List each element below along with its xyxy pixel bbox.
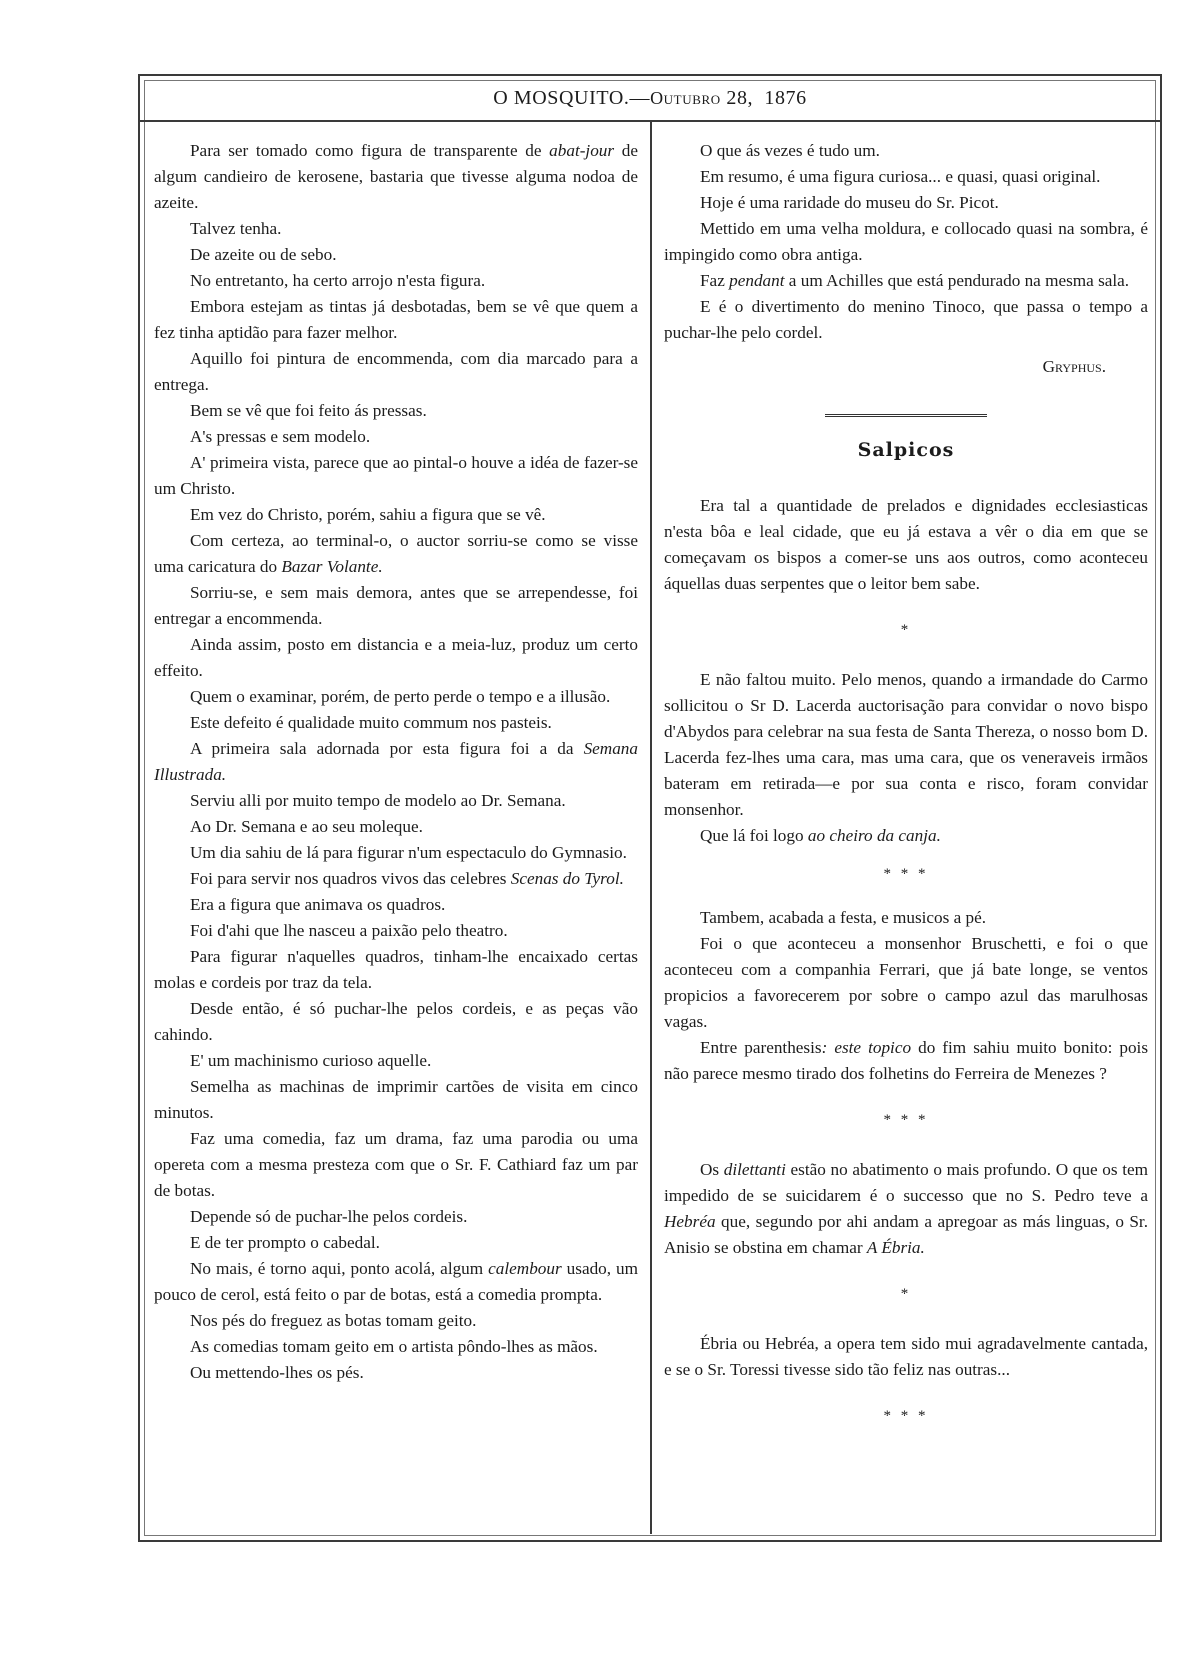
paragraph: Sorriu-se, e sem mais demora, antes que se arrependesse, foi entregar a encommenda. xyxy=(154,583,638,628)
paragraph: Mettido em uma velha moldura, e collocado quasi na sombra, é impingido como obra antiga. xyxy=(664,219,1148,264)
paragraph: E' um machinismo curioso aquelle. xyxy=(190,1051,432,1070)
paragraph: Quem o examinar, porém, de perto perde o tempo e a illusão. xyxy=(190,687,611,706)
paragraph: Faz pendant a um Achilles que está pendurado na mesma sala. xyxy=(700,271,1130,290)
paragraph: Embora estejam as tintas já desbotadas, bem se vê que quem a fez tinha aptidão para fazer melhor. xyxy=(154,297,638,342)
right-column xyxy=(664,138,1148,1453)
paragraph: Para figurar n'aquelles quadros, tinham-lhe encaixado certas molas e cordeis por traz da tela. xyxy=(154,947,638,992)
paragraph: Com certeza, ao terminal-o, o auctor sorriu-se como se visse uma caricatura do Bazar Volante. xyxy=(154,531,638,576)
paragraph: Nos pés do freguez as botas tomam geito. xyxy=(190,1311,477,1330)
author-signature: Gryphus. xyxy=(1042,357,1106,376)
paragraph: Este defeito é qualidade muito commum nos pasteis. xyxy=(190,713,552,732)
paragraph: Era tal a quantidade de prelados e dignidades ecclesiasticas n'esta bôa e leal cidade, que eu já estava a vêr o dia em que se começavam os bispos a comer-se uns aos outros, como aconteceu áquellas duas serpentes que o leitor bem sabe. xyxy=(664,496,1148,593)
paragraph: Ainda assim, posto em distancia e a meia-luz, produz um certo effeito. xyxy=(154,635,638,680)
column-divider xyxy=(650,122,652,1534)
paragraph: Ou mettendo-lhes os pés. xyxy=(190,1363,364,1382)
asterisk-separator: * xyxy=(900,622,912,638)
header-month: Outubro xyxy=(650,87,721,108)
masthead xyxy=(140,76,1160,122)
paragraph: Hoje é uma raridade do museu do Sr. Picot. xyxy=(700,193,999,212)
paragraph: Desde então, é só puchar-lhe pelos cordeis, e as peças vão cahindo. xyxy=(154,999,638,1044)
header-dash: — xyxy=(629,86,651,109)
paragraph: Ébria ou Hebréa, a opera tem sido mui agradavelmente cantada, e se o Sr. Toressi tivesse sido tão feliz nas outras... xyxy=(664,1334,1148,1379)
paragraph: A's pressas e sem modelo. xyxy=(190,427,371,446)
paragraph: E de ter prompto o cabedal. xyxy=(190,1233,380,1252)
paragraph: Para ser tomado como figura de transparente de abat-jour de algum candieiro de kerosene, bastaria que tivesse alguma nodoa de azeite. xyxy=(154,141,638,212)
paragraph: A primeira sala adornada por esta figura foi a da Semana Illustrada. xyxy=(154,739,638,784)
asterism-separator: * * * xyxy=(883,866,929,882)
left-column xyxy=(154,138,638,1386)
paragraph: Foi para servir nos quadros vivos das celebres Scenas do Tyrol. xyxy=(190,869,624,888)
page-frame xyxy=(138,74,1162,1542)
asterism-separator: * * * xyxy=(883,1112,929,1128)
paragraph: De azeite ou de sebo. xyxy=(190,245,337,264)
paragraph: Que lá foi logo ao cheiro da canja. xyxy=(700,826,941,845)
paragraph: Talvez tenha. xyxy=(190,219,282,238)
paragraph: No entretanto, ha certo arrojo n'esta figura. xyxy=(190,271,486,290)
asterism-separator: * * * xyxy=(883,1408,929,1424)
paragraph: Tambem, acabada a festa, e musicos a pé. xyxy=(700,908,987,927)
paragraph: Em resumo, é uma figura curiosa... e quasi, quasi original. xyxy=(700,167,1101,186)
paragraph: Foi d'ahi que lhe nasceu a paixão pelo theatro. xyxy=(190,921,508,940)
paragraph: O que ás vezes é tudo um. xyxy=(700,141,880,160)
paragraph: Os dilettanti estão no abatimento o mais profundo. O que os tem impedido de se suicidarem é o successo que no S. Pedro teve a Hebréa que, segundo por ahi andam a apregoar as más linguas, o Sr. Anisio se obstina em chamar A Ébria. xyxy=(664,1160,1149,1257)
paragraph: A' primeira vista, parece que ao pintal-o houve a idéa de fazer-se um Christo. xyxy=(154,453,638,498)
paragraph: Foi o que aconteceu a monsenhor Bruschetti, e foi o que aconteceu com a companhia Ferrari, que já bate longe, se ventos propicios a favorecerem por sobre o campo azul das marulhosas vagas. xyxy=(664,934,1148,1031)
paragraph: As comedias tomam geito em o artista pôndo-lhes as mãos. xyxy=(190,1337,598,1356)
header-day: 28, xyxy=(726,86,754,109)
paragraph: Faz uma comedia, faz um drama, faz uma parodia ou uma opereta com a mesma presteza com que o Sr. F. Cathiard faz um par de botas. xyxy=(154,1129,638,1200)
asterisk-separator: * xyxy=(900,1286,912,1302)
paragraph: Em vez do Christo, porém, sahiu a figura que se vê. xyxy=(190,505,546,524)
paragraph: E é o divertimento do menino Tinoco, que passa o tempo a puchar-lhe pelo cordel. xyxy=(664,297,1148,342)
header-year: 1876 xyxy=(764,86,807,109)
paragraph: Semelha as machinas de imprimir cartões de visita em cinco minutos. xyxy=(154,1077,638,1122)
paragraph: E não faltou muito. Pelo menos, quando a irmandade do Carmo sollicitou o Sr D. Lacerda auctorisação para convidar o novo bispo d'Abydos para celebrar na sua festa de Santa Thereza, o nosso bom D. Lacerda fez-lhes uma cara, mas uma cara, que os veneraveis irmãos bateram em retirada—e por sua conta e risco, foram convidar monsenhor. xyxy=(664,670,1148,819)
paragraph: Um dia sahiu de lá para figurar n'um espectaculo do Gymnasio. xyxy=(190,843,627,862)
journal-title: O MOSQUITO. xyxy=(493,86,630,109)
paragraph: Aquillo foi pintura de encommenda, com dia marcado para a entrega. xyxy=(154,349,638,394)
paragraph: Ao Dr. Semana e ao seu moleque. xyxy=(190,817,423,836)
section-title: Salpicos xyxy=(857,439,955,461)
paragraph: Bem se vê que foi feito ás pressas. xyxy=(190,401,427,420)
paragraph: Era a figura que animava os quadros. xyxy=(190,895,446,914)
paragraph: Entre parenthesis: este topico do fim sahiu muito bonito: pois não parece mesmo tirado dos folhetins do Ferreira de Menezes ? xyxy=(664,1038,1149,1083)
paragraph: Serviu alli por muito tempo de modelo ao Dr. Semana. xyxy=(190,791,566,810)
paragraph: No mais, é torno aqui, ponto acolá, algum calembour usado, um pouco de cerol, está feito o par de botas, está a comedia prompta. xyxy=(154,1259,639,1304)
section-rule xyxy=(825,414,987,419)
paragraph: Depende só de puchar-lhe pelos cordeis. xyxy=(190,1207,468,1226)
